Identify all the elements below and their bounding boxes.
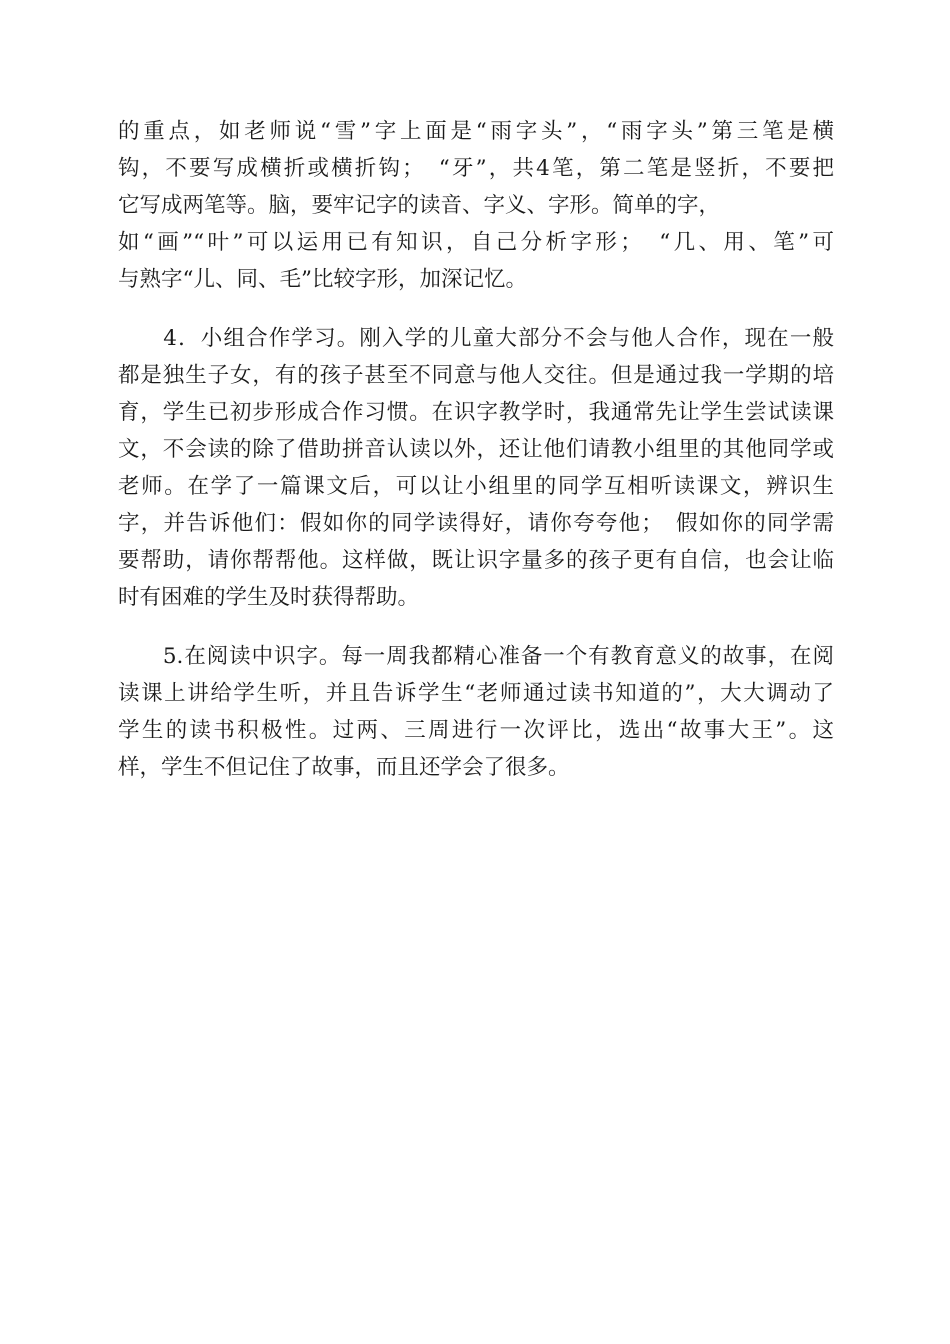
text-line: 字，并告诉他们：假如你的同学读得好，请你夸夸他； 假如你的同学需 xyxy=(118,511,834,536)
text-line: 时有困难的学生及时获得帮助。 xyxy=(118,585,420,610)
text-line: 要帮助，请你帮帮他。这样做，既让识字量多的孩子更有自信，也会让临 xyxy=(118,548,834,573)
text-line: 如“画”“叶”可以运用已有知识，自己分析字形； “几、用、笔”可 xyxy=(118,230,834,255)
text-line: 4．小组合作学习。刚入学的儿童大部分不会与他人合作，现在一般 xyxy=(118,326,834,351)
text-line: 读课上讲给学生听，并且告诉学生“老师通过读书知道的”，大大调动了 xyxy=(118,681,834,706)
text-line: 与熟字“儿、同、毛”比较字形，加深记忆。 xyxy=(118,267,527,292)
text-line: 老师。在学了一篇课文后，可以让小组里的同学互相听读课文，辨识生 xyxy=(118,474,834,499)
text-line: 学生的读书积极性。过两、三周进行一次评比，选出“故事大王”。这 xyxy=(118,718,834,743)
text-line: 钩，不要写成横折或横折钩； “牙”，共4笔，第二笔是竖折，不要把 xyxy=(118,156,834,181)
paragraph-group-learning xyxy=(118,320,834,616)
paragraph-stroke-order xyxy=(118,113,834,298)
text-line: 育，学生已初步形成合作习惯。在识字教学时，我通常先让学生尝试读课 xyxy=(118,400,834,425)
text-line: 文，不会读的除了借助拼音认读以外，还让他们请教小组里的其他同学或 xyxy=(118,437,834,462)
text-line: 它写成两笔等。脑，要牢记字的读音、字义、字形。简单的字， xyxy=(118,193,721,218)
paragraph-reading-literacy xyxy=(118,638,834,786)
text-line: 5.在阅读中识字。每一周我都精心准备一个有教育意义的故事，在阅 xyxy=(118,644,834,669)
text-line: 的重点，如老师说“雪”字上面是“雨字头”，“雨字头”第三笔是横 xyxy=(118,119,834,144)
text-line: 都是独生子女，有的孩子甚至不同意与他人交往。但是通过我一学期的培 xyxy=(118,363,834,388)
text-line: 样，学生不但记住了故事，而且还学会了很多。 xyxy=(118,755,570,780)
